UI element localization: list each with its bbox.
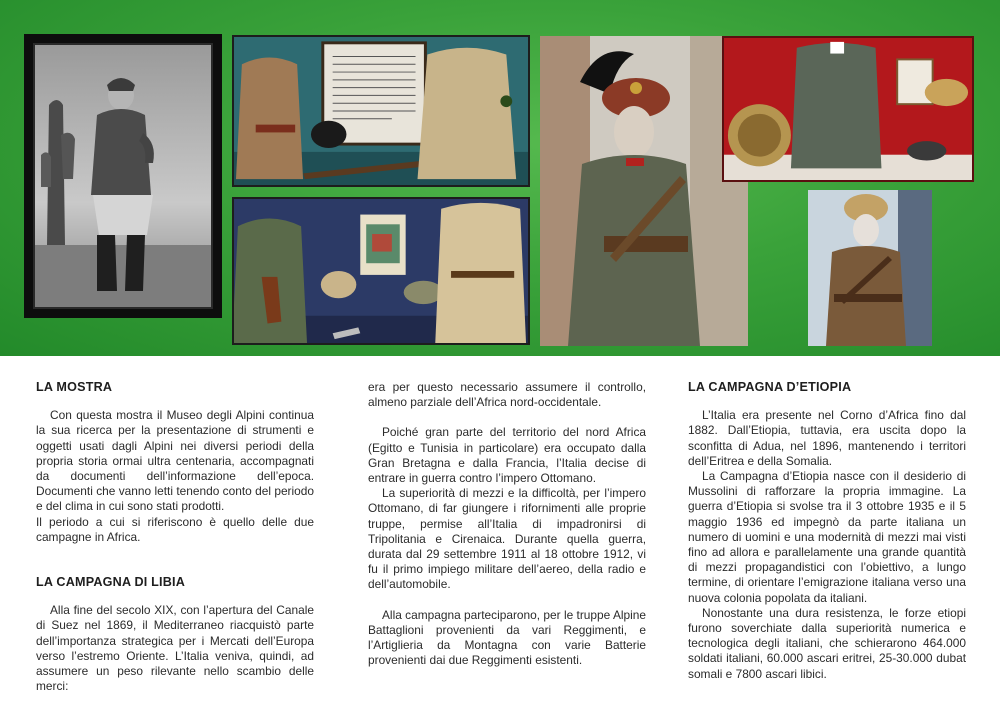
heading-campagna-etiopia: LA CAMPAGNA D’ETIOPIA xyxy=(688,380,852,394)
paragraph-etiopia-2: La Campagna d’Etiopia nasce con il desiderio di Mussolini di rafforzare la propria immagine. La guerra d’Etiopia si svolse tra il 3 ottobre 1935 e il 5 maggio 1936 ed impegnò da parte italiana un numero di uomini e una modernità di mezzi mai visti fino ad allora e parallelamente una grande quantità di mezzi propagandistici con l’obiettivo, a lungo termine, di orientare l’emigrazione italiana verso una nuova colonia popolata da italiani. xyxy=(688,469,966,605)
case-khaki-image xyxy=(234,37,528,185)
case-red-image xyxy=(724,38,972,180)
portrait-image xyxy=(35,45,211,307)
mannequin-photo xyxy=(540,36,748,346)
case-red-photo xyxy=(722,36,974,182)
mannequin-image xyxy=(540,36,748,346)
column-1 xyxy=(36,380,314,694)
heading-la-mostra: LA MOSTRA xyxy=(36,380,113,394)
case-khaki-photo xyxy=(232,35,530,187)
paragraph-libia-2: era per questo necessario assumere il controllo, almeno parziale dell’Africa nord-occidentale. xyxy=(368,380,646,410)
paragraph-etiopia-3: Nonostante una dura resistenza, le forze etiopi furono soverchiate dalla superiorità numerica e tecnologica degli italiani, che schierarono 464.000 soldati italiani, 60.000 ascari eritrei, 25-30.000 dubat somali e 7800 ascari libici. xyxy=(688,605,966,681)
paragraph-mostra-2: Il periodo a cui si riferiscono è quello delle due campagne in Africa. xyxy=(36,514,314,544)
paragraph-libia-4: La superiorità di mezzi e la difficoltà, per l’impero Ottomano, di far giungere i rifornimenti alle proprie truppe, permise all’Italia di impadronirsi di Tripolitania e Cirenaica. Durante quella guerra, durata dal 29 settembre 1911 al 18 ottobre 1912, vi fu il primo impiego militare dell’aereo, della radio e dell’automobile. xyxy=(368,486,646,592)
paragraph-libia-5: Alla campagna parteciparono, per le truppe Alpine Battaglioni provenienti da vari Reggimenti, e l’Artiglieria da Montagna con varie Batterie provenienti dai due Reggimenti esistenti. xyxy=(368,607,646,668)
photo-band xyxy=(0,0,1000,356)
paragraph-libia-1: Alla fine del secolo XIX, con l’apertura del Canale di Suez nel 1869, il Mediterraneo riacquistò parte dell’importanza strategica per i Mercati dell’Europa verso l’estremo Oriente. L’Italia veniva, quindi, ad assumere un peso rilevante nello scambio delle merci: xyxy=(36,603,314,694)
case-grey-photo xyxy=(232,197,530,345)
tropical-image xyxy=(808,190,932,346)
paragraph-mostra-1: Con questa mostra il Museo degli Alpini continua la sua ricerca per la presentazione di strumenti e oggetti usati dagli Alpini nei diversi periodi della propria storia ormai ultra centenaria, accompagnati da documenti dell’informazione dell’epoca. Documenti che vanno letti tenendo conto del periodo e del clima in cui sono stati prodotti. xyxy=(36,408,314,514)
heading-campagna-libia: LA CAMPAGNA DI LIBIA xyxy=(36,575,186,590)
portrait-photo xyxy=(33,43,213,309)
paragraph-etiopia-1: L’Italia era presente nel Corno d’Africa fino dal 1882. Dall’Etiopia, tuttavia, era uscita dopo la sconfitta di Adua, nel 1896, mantenendo i territori dell’Eritrea e della Somalia. xyxy=(688,408,966,468)
paragraph-libia-3: Poiché gran parte del territorio del nord Africa (Egitto e Tunisia in particolare) era occupato dalla Gran Bretagna e dalla Francia, l’Italia decise di entrare in guerra contro l’impero Ottomano. xyxy=(368,425,646,486)
column-2 xyxy=(368,380,646,668)
portrait-photo-frame xyxy=(24,34,222,318)
tropical-photo xyxy=(808,190,932,346)
column-3 xyxy=(688,380,966,682)
case-grey-image xyxy=(234,199,528,343)
